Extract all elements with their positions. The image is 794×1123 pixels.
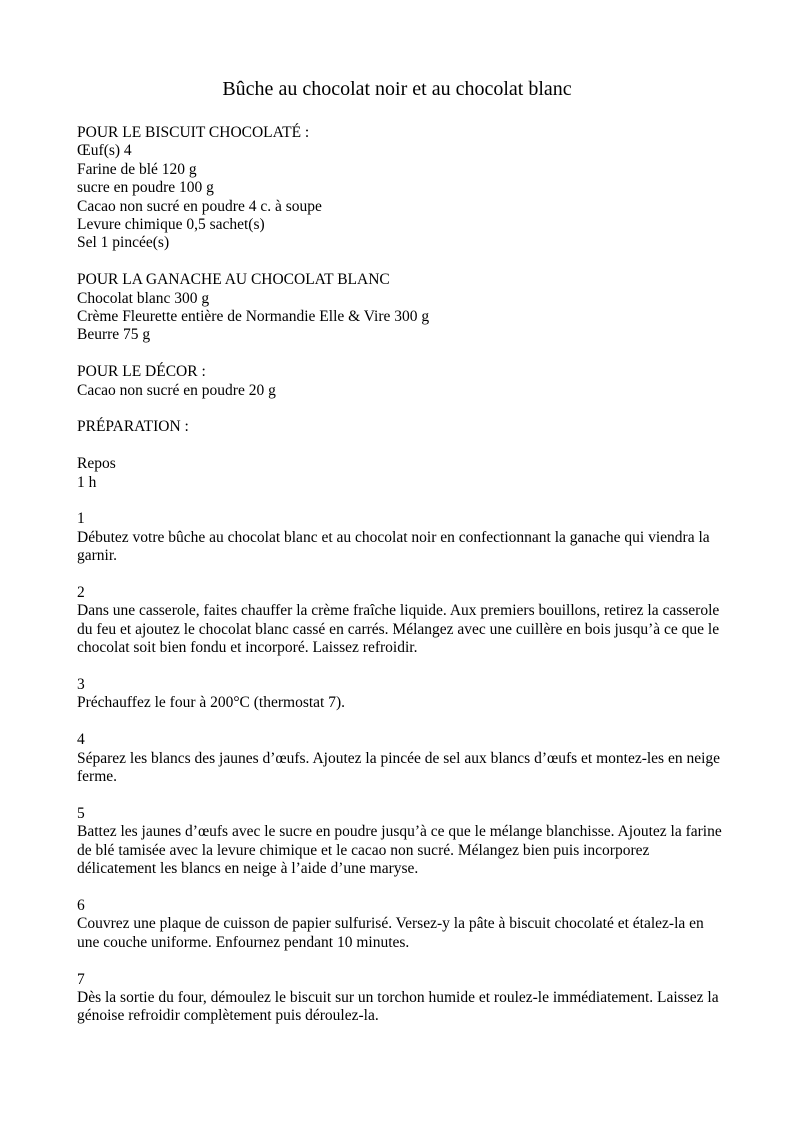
ingredient-line: Cacao non sucré en poudre 20 g <box>77 381 276 399</box>
ingredient-line: Cacao non sucré en poudre 4 c. à soupe <box>77 197 322 215</box>
step-text: Préchauffez le four à 200°C (thermostat 7). <box>77 694 346 712</box>
document-title: Bûche au chocolat noir et au chocolat blanc <box>222 78 572 100</box>
step-text: Dès la sortie du four, démoulez le biscuit sur un torchon humide et roulez-le immédiatement. Laissez la génoise refroidir complètement puis déroulez-la. <box>77 988 719 1025</box>
ganache-section <box>77 271 722 345</box>
step-number: 1 <box>77 510 85 528</box>
ganache-heading: POUR LA GANACHE AU CHOCOLAT BLANC <box>77 271 390 289</box>
step-block <box>77 897 722 952</box>
step-number: 3 <box>77 676 85 694</box>
step-number: 5 <box>77 804 85 822</box>
step-block <box>77 584 722 658</box>
rest-value: 1 h <box>77 473 97 491</box>
step-block <box>77 676 722 713</box>
step-block <box>77 971 722 1026</box>
ingredient-line: Chocolat blanc 300 g <box>77 289 210 307</box>
step-number: 6 <box>77 896 85 914</box>
rest-time-block <box>77 455 722 492</box>
step-block <box>77 731 722 786</box>
step-text: Couvrez une plaque de cuisson de papier sulfurisé. Versez-y la pâte à biscuit chocolaté et étalez-la en une couche uniforme. Enfournez pendant 10 minutes. <box>77 915 704 951</box>
rest-label: Repos <box>77 455 116 473</box>
ingredient-line: sucre en poudre 100 g <box>77 179 214 197</box>
step-number: 4 <box>77 731 85 749</box>
step-block <box>77 805 722 879</box>
preparation-heading: PRÉPARATION : <box>77 418 189 436</box>
step-text: Dans une casserole, faites chauffer la crème fraîche liquide. Aux premiers bouillons, retirez la casserole du feu et ajoutez le chocolat blanc cassé en carrés. Mélangez avec une cuillère en bois jusqu’à ce que le chocolat soit bien fondu et incorporé. Laissez refroidir. <box>77 602 720 657</box>
decor-section <box>77 363 722 400</box>
ingredient-line: Œuf(s) 4 <box>77 142 132 160</box>
step-text: Battez les jaunes d’œufs avec le sucre en poudre jusqu’à ce que le mélange blanchisse. Ajoutez la farine de blé tamisée avec la levure chimique et le cacao non sucré. Mélangez bien puis incorporez délicatement les blancs en neige à l’aide d’une maryse. <box>77 823 722 878</box>
step-text: Débutez votre bûche au chocolat blanc et au chocolat noir en confectionnant la ganache qui viendra la garnir. <box>77 528 710 565</box>
ingredient-line: Beurre 75 g <box>77 326 151 344</box>
biscuit-heading: POUR LE BISCUIT CHOCOLATÉ : <box>77 124 310 141</box>
ingredient-line: Sel 1 pincée(s) <box>77 234 170 252</box>
ingredient-line: Farine de blé 120 g <box>77 160 197 178</box>
biscuit-section <box>77 124 722 253</box>
ingredient-line: Crème Fleurette entière de Normandie Elle & Vire 300 g <box>77 308 430 326</box>
decor-heading: POUR LE DÉCOR : <box>77 363 206 381</box>
step-text: Séparez les blancs des jaunes d’œufs. Ajoutez la pincée de sel aux blancs d’œufs et montez-les en neige ferme. <box>77 749 721 786</box>
ingredient-line: Levure chimique 0,5 sachet(s) <box>77 216 265 234</box>
preparation-heading-block <box>77 418 722 436</box>
document-content <box>77 124 722 1044</box>
step-block <box>77 510 722 565</box>
step-number: 7 <box>77 970 85 988</box>
step-number: 2 <box>77 584 85 602</box>
